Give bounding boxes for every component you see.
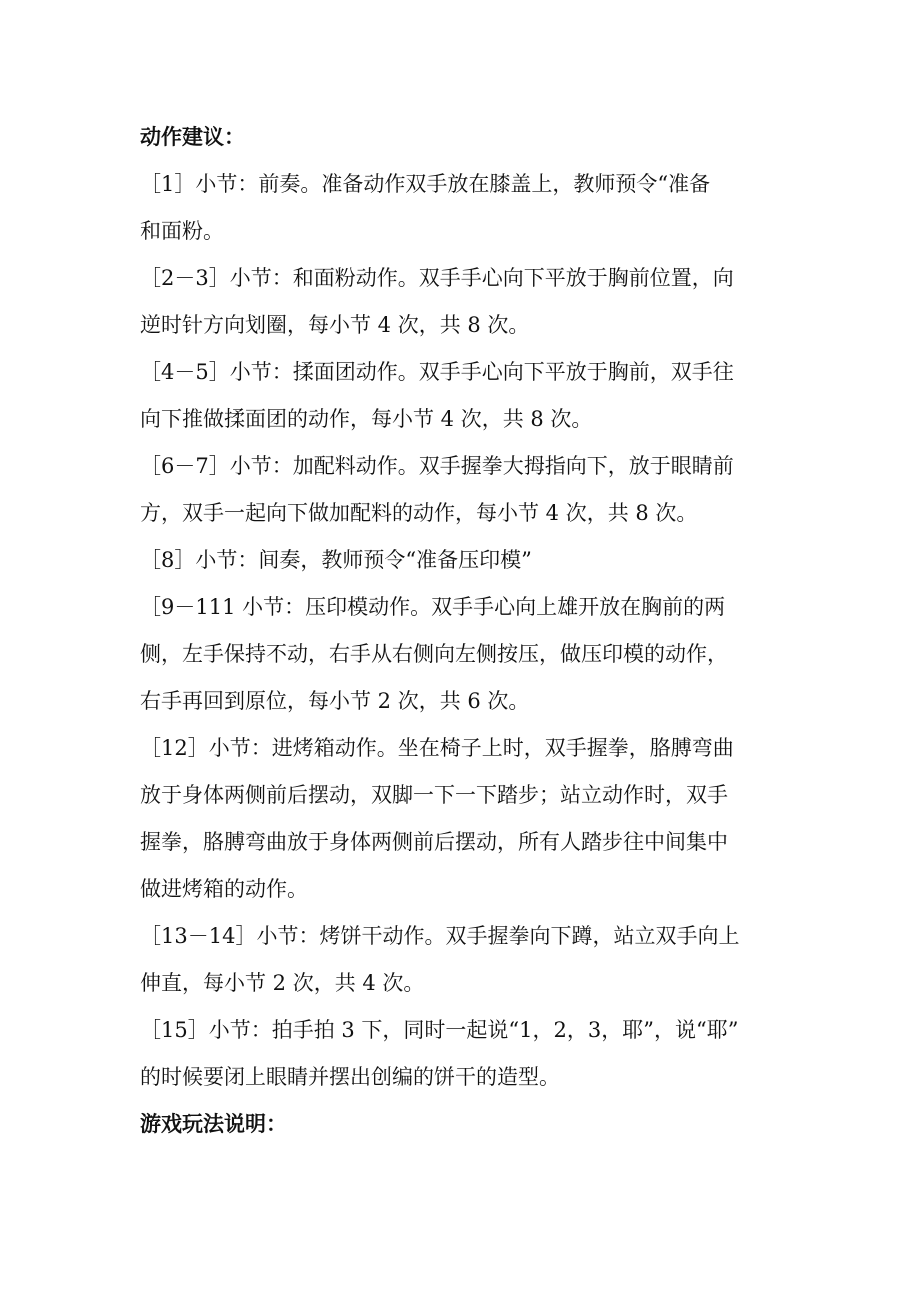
paragraph-line: 和面粉。 [140, 219, 224, 243]
paragraph-line: ［1］小节：前奏。准备动作双手放在膝盖上，教师预令“准备 [140, 172, 711, 196]
paragraph-line: 侧，左手保持不动，右手从右侧向左侧按压，做压印模的动作， [140, 642, 728, 666]
paragraph-line: 向下推做揉面团的动作，每小节 4 次，共 8 次。 [140, 407, 593, 431]
paragraph-8 [140, 537, 790, 584]
paragraph-2-3 [140, 255, 790, 349]
paragraph-line: ［12］小节：进烤箱动作。坐在椅子上时，双手握拳，胳膊弯曲 [140, 736, 734, 760]
paragraph-line: ［8］小节：间奏，教师预令“准备压印模” [140, 548, 532, 572]
paragraph-line: ［4－5］小节：揉面团动作。双手手心向下平放于胸前，双手往 [140, 360, 734, 384]
paragraph-line: 做进烤箱的动作。 [140, 877, 308, 901]
paragraph-15 [140, 1007, 790, 1101]
paragraph-line: ［9－111 小节：压印模动作。双手手心向上雄开放在胸前的两 [140, 595, 726, 619]
paragraph-line: ［2－3］小节：和面粉动作。双手手心向下平放于胸前位置，向 [140, 266, 734, 290]
document-page [140, 114, 790, 1148]
paragraph-line: 方，双手一起向下做加配料的动作，每小节 4 次，共 8 次。 [140, 501, 698, 525]
paragraph-line: ［6－7］小节：加配料动作。双手握拳大拇指向下，放于眼睛前 [140, 454, 734, 478]
paragraph-6-7 [140, 443, 790, 537]
paragraph-line: 放于身体两侧前后摆动，双脚一下一下踏步；站立动作时，双手 [140, 783, 728, 807]
paragraph-1 [140, 161, 790, 255]
section-heading-actions: 动作建议： [140, 125, 245, 149]
paragraph-9-11 [140, 584, 790, 725]
paragraph-line: 握拳，胳膊弯曲放于身体两侧前后摆动，所有人踏步往中间集中 [140, 830, 728, 854]
paragraph-line: 伸直，每小节 2 次，共 4 次。 [140, 971, 425, 995]
paragraph-line: 右手再回到原位，每小节 2 次，共 6 次。 [140, 689, 530, 713]
paragraph-line: 逆时针方向划圈，每小节 4 次，共 8 次。 [140, 313, 530, 337]
paragraph-13-14 [140, 913, 790, 1007]
paragraph-line: ［13－14］小节：烤饼干动作。双手握拳向下蹲，站立双手向上 [140, 924, 740, 948]
section-heading-game: 游戏玩法说明： [140, 1112, 287, 1136]
paragraph-line: ［15］小节：拍手拍 3 下，同时一起说“1，2，3，耶”，说“耶” [140, 1018, 739, 1042]
paragraph-4-5 [140, 349, 790, 443]
paragraph-12 [140, 725, 790, 913]
paragraph-line: 的时候要闭上眼睛并摆出创编的饼干的造型。 [140, 1065, 560, 1089]
